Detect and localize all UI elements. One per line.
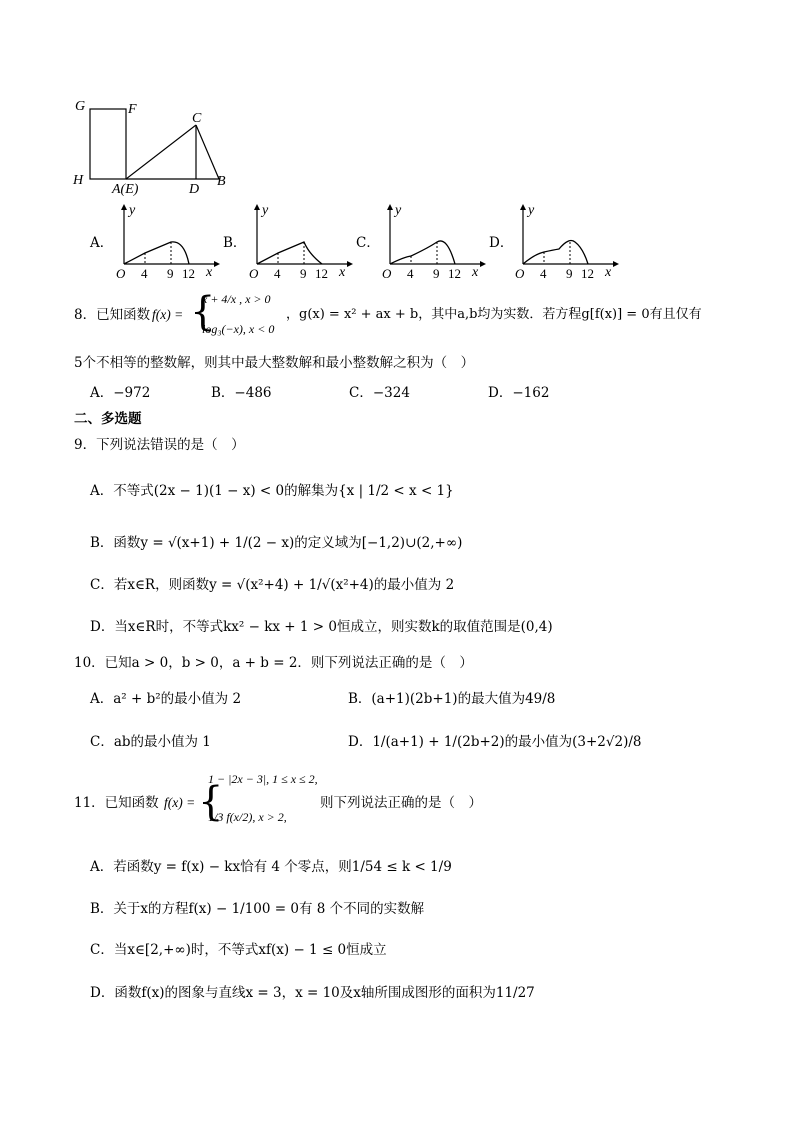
tick-12: 12 <box>315 266 328 281</box>
tick-o: O <box>249 266 259 281</box>
tick-9: 9 <box>300 266 307 281</box>
graph-b <box>247 202 353 282</box>
q11-func: f(x) = <box>164 795 196 810</box>
q8-line2: 5个不相等的整数解，则其中最大整数解和最小整数解之积为（ ） <box>74 355 475 371</box>
axis-y: y <box>528 203 535 218</box>
q8-option-c[interactable]: C．−324 <box>349 385 410 401</box>
option-letter: A． <box>90 235 114 251</box>
tick-12: 12 <box>581 266 594 281</box>
label-b: B <box>217 174 226 189</box>
graph-c <box>380 202 486 282</box>
tick-o: O <box>515 266 525 281</box>
q10-option-c[interactable]: C．ab的最小值为 1 <box>90 734 211 750</box>
q8-option-a[interactable]: A．−972 <box>90 385 151 401</box>
label-d: D <box>189 182 200 197</box>
label-f: F <box>128 102 137 117</box>
option-letter: D． <box>489 235 514 251</box>
q11-case2: 1/3 f(x/2), x > 2, <box>208 810 287 824</box>
q11-option-b[interactable]: B．关于x的方程f(x) − 1/100 = 0有 8 个不同的实数解 <box>90 901 425 917</box>
graph-option-a[interactable] <box>90 202 220 282</box>
tick-4: 4 <box>540 266 547 281</box>
q11-brace: { <box>198 779 224 825</box>
q11-option-a[interactable]: A．若函数y = f(x) − kx恰有 4 个零点，则1/54 ≤ k < 1/9 <box>90 859 452 875</box>
label-g: G <box>75 99 86 114</box>
tick-12: 12 <box>182 266 195 281</box>
tick-9: 9 <box>167 266 174 281</box>
q8-prefix: 8．已知函数 <box>74 307 151 323</box>
q9-option-a[interactable]: A．不等式(2x − 1)(1 − x) < 0的解集为{x | 1/2 < x < 1} <box>90 483 454 499</box>
tick-4: 4 <box>274 266 281 281</box>
graph-option-b[interactable] <box>223 202 353 282</box>
tick-o: O <box>116 266 126 281</box>
graph-a <box>114 202 220 282</box>
axis-x: x <box>206 265 213 280</box>
geometry-figure <box>70 95 240 200</box>
section-title-multiple-choice: 二、多选题 <box>74 411 142 427</box>
q8-option-b[interactable]: B．−486 <box>211 385 272 401</box>
q9-stem: 9．下列说法错误的是（ ） <box>74 437 245 453</box>
label-h: H <box>73 173 84 188</box>
segment-ac <box>126 125 196 179</box>
tick-4: 4 <box>141 266 148 281</box>
q8-case1: x + 4/x , x > 0 <box>202 292 271 306</box>
graph-d <box>513 202 619 282</box>
label-c: C <box>192 111 202 126</box>
axis-x: x <box>605 265 612 280</box>
axis-y: y <box>262 203 269 218</box>
tick-9: 9 <box>566 266 573 281</box>
q11-option-c[interactable]: C．当x∈[2,+∞)时，不等式xf(x) − 1 ≤ 0恒成立 <box>90 942 387 958</box>
option-letter: C． <box>356 235 380 251</box>
tick-4: 4 <box>407 266 414 281</box>
q9-option-c[interactable]: C．若x∈R，则函数y = √(x²+4) + 1/√(x²+4)的最小值为 2 <box>90 577 455 593</box>
q9-option-b[interactable]: B．函数y = √(x+1) + 1/(2 − x)的定义域为[−1,2)∪(2,+∞) <box>90 535 463 551</box>
q8-case2: log₃(−x), x < 0 <box>202 322 275 336</box>
q10-option-d[interactable]: D．1/(a+1) + 1/(2b+2)的最小值为(3+2√2)/8 <box>348 734 642 750</box>
q10-option-b[interactable]: B．(a+1)(2b+1)的最大值为49/8 <box>348 691 556 707</box>
q8-brace: { <box>190 289 216 335</box>
square-ghaf <box>90 109 126 179</box>
label-a-e: A(E) <box>112 182 139 197</box>
axis-x: x <box>339 265 346 280</box>
graph-option-c[interactable] <box>356 202 486 282</box>
q11-option-d[interactable]: D．函数f(x)的图象与直线x = 3，x = 10及x轴所围成图形的面积为11/27 <box>90 985 535 1001</box>
q10-stem: 10．已知a > 0，b > 0，a + b = 2．则下列说法正确的是（ ） <box>74 655 473 671</box>
graph-option-d[interactable] <box>489 202 619 282</box>
q11-prefix: 11．已知函数 <box>74 795 159 811</box>
q10-option-a[interactable]: A．a² + b²的最小值为 2 <box>90 691 242 707</box>
tick-o: O <box>382 266 392 281</box>
q8-option-d[interactable]: D．−162 <box>488 385 550 401</box>
tick-12: 12 <box>448 266 461 281</box>
axis-y: y <box>129 203 136 218</box>
axis-y: y <box>395 203 402 218</box>
q11-case1: 1 − |2x − 3|, 1 ≤ x ≤ 2, <box>208 772 318 786</box>
segment-cb <box>196 125 219 179</box>
q11-suffix: 则下列说法正确的是（ ） <box>320 795 482 811</box>
q8-mid: ，g(x) = x² + ax + b，其中a,b均为实数．若方程g[f(x)] = 0有且仅有 <box>286 307 702 322</box>
q9-option-d[interactable]: D．当x∈R时，不等式kx² − kx + 1 > 0恒成立，则实数k的取值范围是(0,4) <box>90 619 553 635</box>
axis-x: x <box>472 265 479 280</box>
option-letter: B． <box>223 235 247 251</box>
q8-func: f(x) = <box>152 307 184 322</box>
tick-9: 9 <box>433 266 440 281</box>
